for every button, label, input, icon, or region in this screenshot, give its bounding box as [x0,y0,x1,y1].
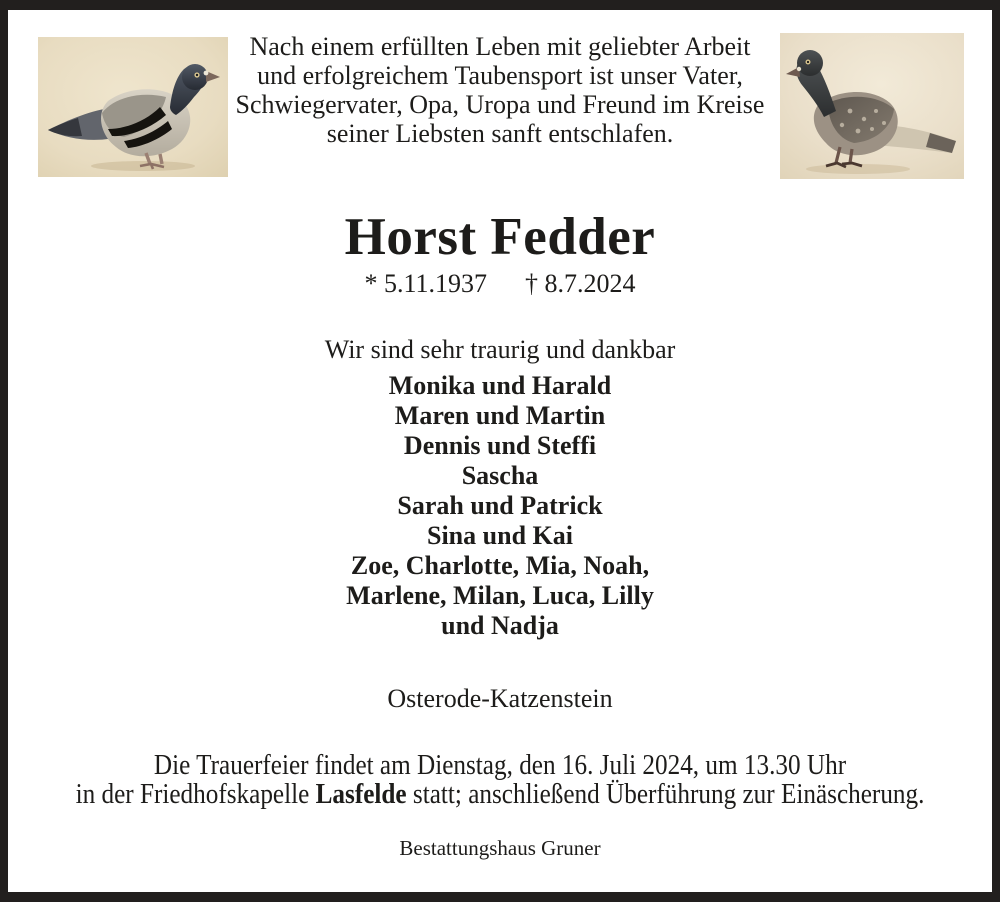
mourner-line: Maren und Martin [394,401,606,430]
intro-line-2: und erfolgreichem Taubensport ist unser Vater, [257,61,743,90]
mourner-line: Sascha [461,461,539,490]
funeral-line-2-pre: in der Friedhofskapelle [75,779,316,810]
mourner-line: und Nadja [441,611,559,640]
mourner-line: Sarah und Patrick [397,491,603,520]
death-date: † 8.7.2024 [525,269,636,298]
mourners-list [8,371,992,641]
intro-line-4: seiner Liebsten sanft entschlafen. [326,119,674,148]
mourner-line: Zoe, Charlotte, Mia, Noah, [350,551,650,580]
intro-text [8,32,992,148]
mourner-line: Marlene, Milan, Luca, Lilly [346,581,654,610]
birth-date: * 5.11.1937 [364,269,488,298]
location-line: Osterode-Katzenstein [387,684,613,713]
funeral-chapel-name: Lasfelde [315,779,407,810]
mourner-line: Dennis und Steffi [403,431,597,460]
intro-line-1: Nach einem erfüllten Leben mit geliebter Arbeit [249,32,751,61]
mourner-line: Sina und Kai [427,521,573,550]
grief-line: Wir sind sehr traurig und dankbar [324,335,676,364]
funeral-home-name: Bestattungshaus Gruner [399,836,601,860]
funeral-info [57,751,943,809]
life-dates [8,269,992,299]
intro-line-3: Schwiegervater, Opa, Uropa und Freund im Kreise [235,90,765,119]
funeral-line-2 [57,780,943,809]
deceased-name: Horst Fedder [344,208,656,266]
funeral-line-1: Die Trauerfeier findet am Dienstag, den 16. Juli 2024, um 13.30 Uhr [153,750,847,781]
funeral-line-2-post: statt; anschließend Überführung zur Einäscherung. [406,779,925,810]
mourner-line: Monika und Harald [388,371,612,400]
